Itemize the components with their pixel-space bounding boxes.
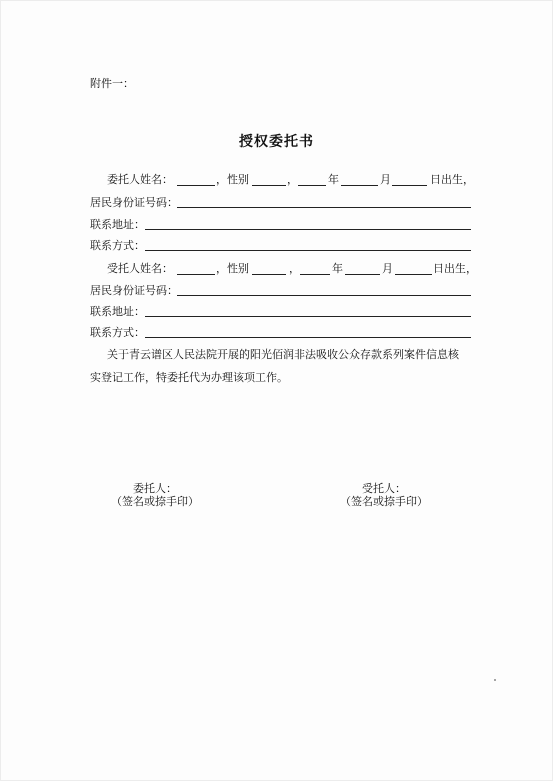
principal-signature-note: （签名或捺手印） (111, 495, 199, 508)
agent-gender-label: ，性别 (216, 262, 249, 275)
agent-id-field[interactable] (177, 295, 471, 296)
principal-contact-label: 联系方式： (90, 239, 145, 252)
principal-birth-label: 日出生， (430, 173, 474, 186)
agent-month-label: 月 (382, 262, 393, 275)
principal-month-label: 月 (380, 173, 391, 186)
document-title: 授权委托书 (239, 134, 314, 150)
agent-birth-day-field[interactable] (395, 274, 432, 275)
agent-comma: ， (289, 262, 300, 275)
principal-birth-month-field[interactable] (341, 185, 378, 186)
agent-signature-note: （签名或捺手印） (340, 495, 428, 508)
principal-name-field[interactable] (177, 185, 215, 186)
agent-signature-label: 受托人： (362, 482, 406, 495)
agent-name-field[interactable] (177, 274, 215, 275)
body-text-line-1: 关于青云谱区人民法院开展的阳光佰润非法吸收公众存款系列案件信息核 (107, 348, 459, 361)
principal-contact-field[interactable] (145, 250, 471, 251)
agent-name-label: 受托人姓名： (107, 262, 173, 275)
principal-birth-year-field[interactable] (298, 185, 326, 186)
body-text-line-2: 实登记工作，特委托代为办理该项工作。 (90, 371, 288, 384)
agent-birth-month-field[interactable] (345, 274, 380, 275)
annex-label: 附件一： (90, 77, 134, 90)
principal-id-label: 居民身份证号码： (90, 196, 178, 209)
scan-speck (494, 679, 496, 681)
agent-contact-label: 联系方式： (90, 326, 145, 339)
principal-address-label: 联系地址： (90, 218, 145, 231)
agent-birth-label: 日出生， (433, 262, 477, 275)
principal-name-label: 委托人姓名： (107, 173, 173, 186)
principal-address-field[interactable] (145, 229, 471, 230)
principal-id-field[interactable] (177, 207, 471, 208)
principal-gender-label: ，性别 (216, 173, 249, 186)
agent-gender-field[interactable] (252, 274, 286, 275)
agent-contact-field[interactable] (145, 337, 471, 338)
agent-year-label: 年 (332, 262, 343, 275)
principal-comma: ， (287, 173, 298, 186)
agent-birth-year-field[interactable] (300, 274, 330, 275)
principal-signature-label: 委托人： (133, 482, 177, 495)
principal-gender-field[interactable] (252, 185, 286, 186)
agent-id-label: 居民身份证号码： (90, 284, 178, 297)
principal-birth-day-field[interactable] (392, 185, 427, 186)
agent-address-label: 联系地址： (90, 305, 145, 318)
agent-address-field[interactable] (145, 316, 471, 317)
principal-year-label: 年 (328, 173, 339, 186)
